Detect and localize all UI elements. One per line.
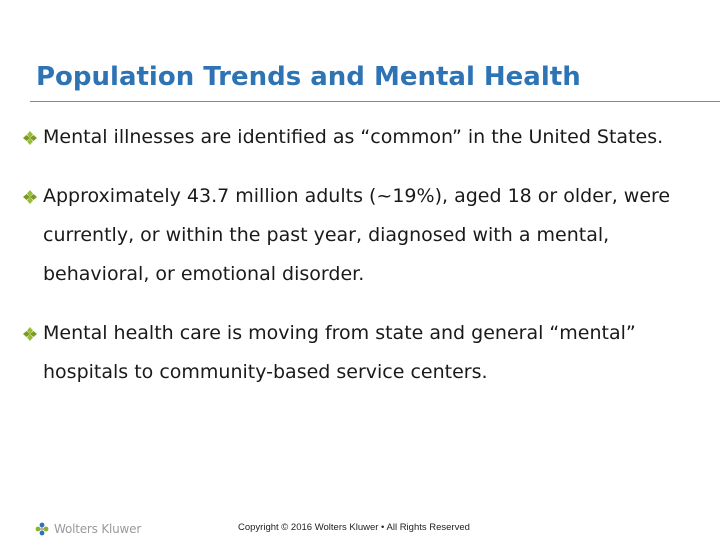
logo-text: Wolters Kluwer	[54, 522, 142, 536]
copyright-text: Copyright © 2016 Wolters Kluwer • All Rights Reserved	[238, 522, 470, 533]
wolters-kluwer-logo-icon	[34, 521, 50, 537]
slide-title: Population Trends and Mental Health	[36, 62, 581, 92]
bullet-list	[22, 118, 702, 412]
diamond-bullet-icon	[22, 326, 38, 342]
title-underline	[30, 101, 720, 102]
wolters-kluwer-logo	[34, 520, 141, 538]
diamond-bullet-icon	[22, 130, 38, 146]
bullet-item	[22, 118, 702, 157]
bullet-text: Approximately 43.7 million adults (~19%), aged 18 or older, were currently, or within the past year, diagnosed with a mental, behavioral, or emotional disorder.	[43, 185, 671, 285]
bullet-item	[22, 314, 702, 392]
bullet-text: Mental illnesses are identified as “common” in the United States.	[43, 126, 664, 148]
diamond-bullet-icon	[22, 189, 38, 205]
bullet-text: Mental health care is moving from state and general “mental” hospitals to community-based service centers.	[43, 322, 636, 383]
bullet-item	[22, 177, 702, 294]
